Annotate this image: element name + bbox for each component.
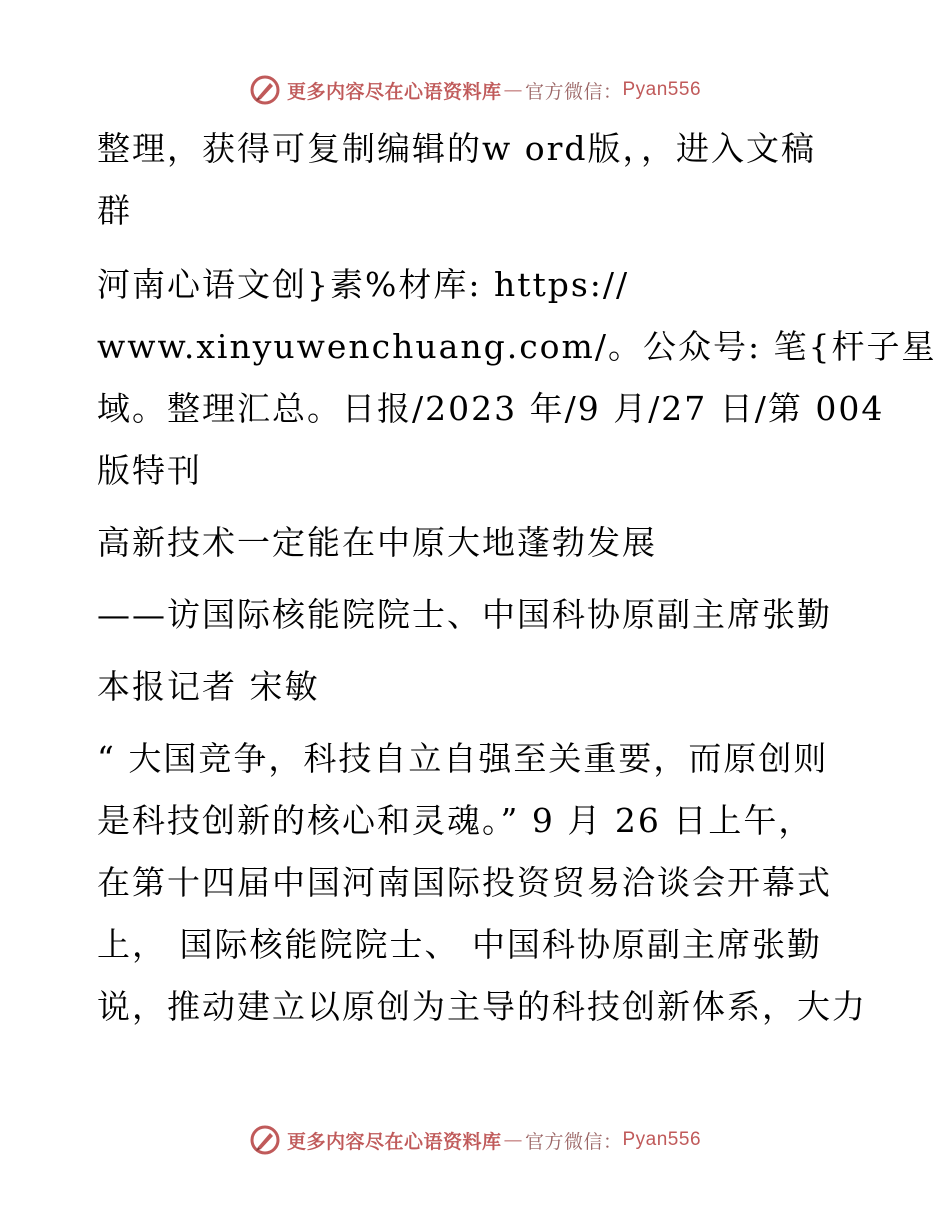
watermark-official: 官方微信： — [524, 1130, 623, 1153]
watermark-official: 官方微信： — [524, 80, 623, 103]
text-line: www.xinyuwenchuang.com/。公众号: 笔{杆子星 — [97, 327, 937, 366]
watermark-wechat-id: Pyan556 — [622, 1129, 702, 1150]
byline: 本报记者 宋敏 — [97, 667, 320, 706]
paragraph-line: 是科技创新的核心和灵魂。” 9 月 26 日上午， — [97, 801, 814, 840]
watermark-dash: — — [503, 79, 523, 101]
text-line: 版特刊 — [97, 451, 202, 490]
text-line: 群 — [97, 191, 132, 230]
watermark-brand: 更多内容尽在心语资料库 — [286, 80, 502, 103]
paragraph-line: “ 大国竞争，科技自立自强至关重要，而原创则 — [97, 739, 829, 778]
document-body — [97, 118, 937, 1038]
pen-logo-icon — [249, 1124, 281, 1156]
text-line: 域。整理汇总。日报/2023 年/9 月/27 日/第 004 — [97, 389, 885, 428]
pen-logo-icon — [249, 74, 281, 106]
footer-watermark — [0, 1120, 950, 1160]
text-line: 河南心语文创}素%材库: https:// — [97, 265, 630, 304]
paragraph-line: 上， 国际核能院院士、 中国科协原副主席张勤 — [97, 925, 822, 964]
text-line: 整理，获得可复制编辑的w ord版，，进入文稿 — [97, 129, 817, 168]
watermark-brand: 更多内容尽在心语资料库 — [286, 1130, 502, 1153]
watermark-wechat-id: Pyan556 — [622, 79, 702, 100]
paragraph-line: 说，推动建立以原创为主导的科技创新体系，大力 — [97, 987, 867, 1026]
article-title: 高新技术一定能在中原大地蓬勃发展 — [97, 523, 657, 562]
paragraph-line: 在第十四届中国河南国际投资贸易洽谈会开幕式 — [97, 863, 832, 902]
watermark-dash: — — [503, 1129, 523, 1151]
article-subtitle: ——访国际核能院院士、中国科协原副主席张勤 — [97, 595, 832, 634]
header-watermark — [0, 70, 950, 110]
